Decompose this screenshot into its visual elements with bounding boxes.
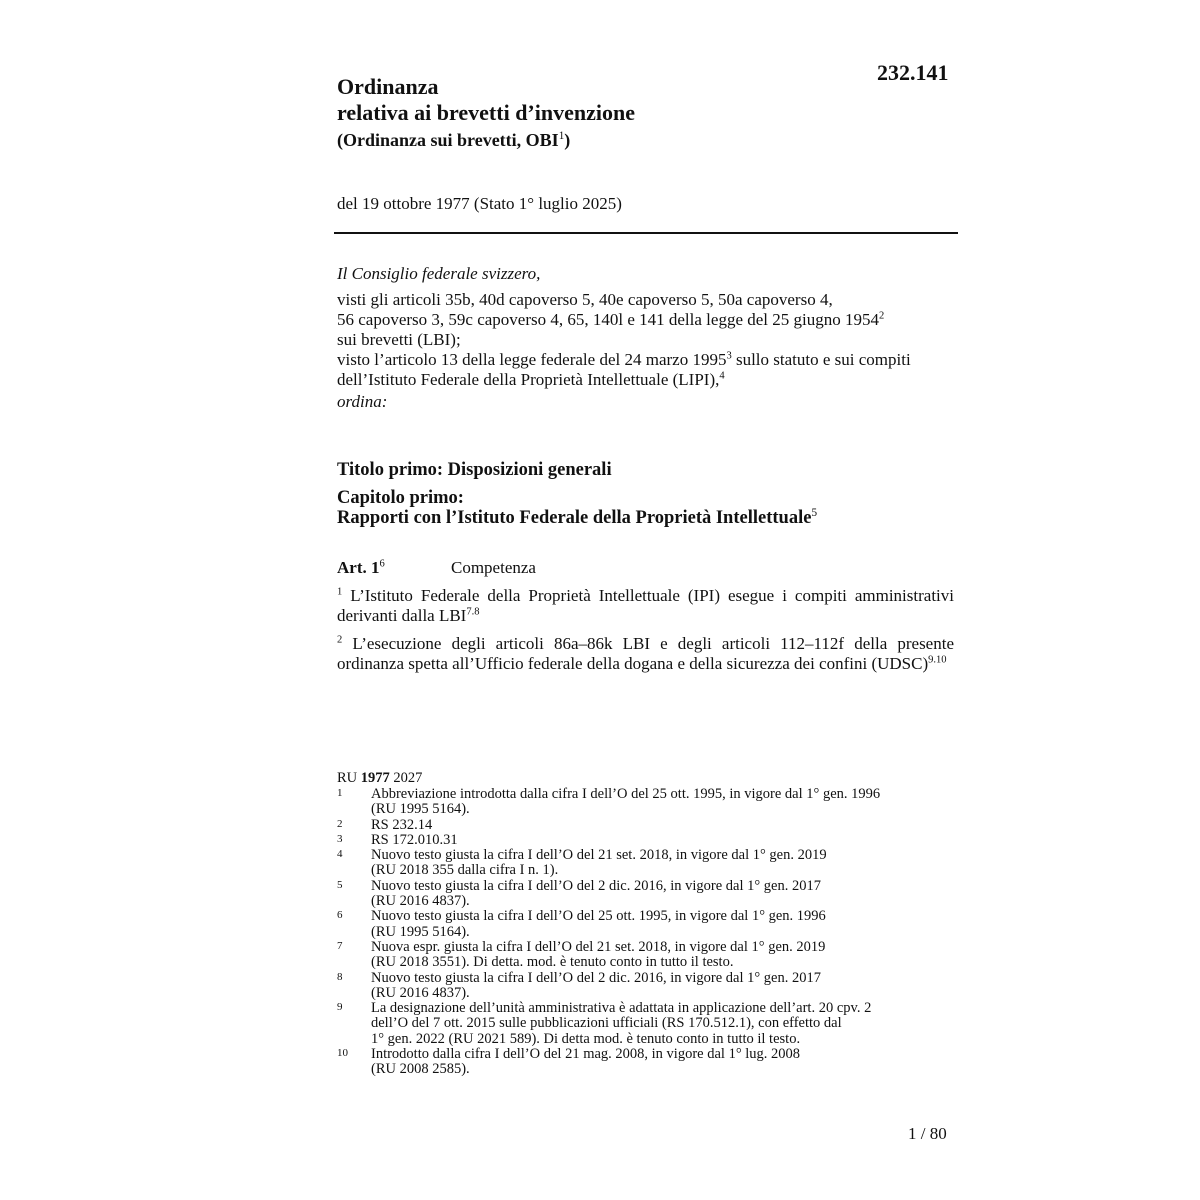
footnote-number: 4 [337,848,343,861]
footnote-item [337,1047,957,1078]
preamble [337,264,911,412]
footnote-text: Nuovo testo giusta la cifra I dell’O del 2 dic. 2016, in vigore dal 1° gen. 2017 (RU 2016 4837). [371,877,821,910]
title-line-1: Ordinanza [337,74,439,99]
footnote-ref[interactable]: 7.8 [466,606,480,618]
footnote-number: 3 [337,832,343,845]
preamble-line-text: sullo statuto e sui compiti [731,350,911,369]
article-paragraph [337,634,954,674]
footnote-number: 9 [337,1001,343,1014]
preamble-authority: Il Consiglio federale svizzero, [337,264,541,283]
footnote-number: 7 [337,939,343,952]
footnote-item [337,848,957,879]
footnote-item [337,787,957,818]
footnote-text: La designazione dell’unità amministrativa è adattata in applicazione dell’art. 20 cpv. 2 dell’O del 7 ott. 2015 sulle pubblicazioni ufficiali (RS 170.512.1), con effetto dal 1° gen. 2022 (RU 2021 589). Di detta mod. è tenuto conto in tutto il testo. [371,1000,872,1047]
footnote-number: 10 [337,1047,348,1060]
footnote-item [337,940,957,971]
footnote-item [337,1001,957,1047]
footnote-item [337,879,957,910]
paragraph-number: 2 [337,634,343,646]
footnote-text: RS 172.010.31 [371,831,458,848]
footnote-number: 1 [337,787,343,799]
section-title: Titolo primo: Disposizioni generali [337,460,612,480]
short-title [337,126,635,154]
footnote-text: Nuovo testo giusta la cifra I dell’O del 21 set. 2018, in vigore dal 1° gen. 2019 (RU 2018 355 dalla cifra I n. 1). [371,847,827,879]
document-title [337,74,635,154]
preamble-line-text: visto l’articolo 13 della legge federale del 24 marzo 1995 [337,350,727,369]
preamble-line [337,370,911,390]
footnote-item [337,909,957,940]
footnote-ref[interactable]: 3 [726,350,732,362]
preamble-line-text: 56 capoverso 3, 59c capoverso 4, 65, 140l e 141 della legge del 25 giugno 1954 [337,310,879,329]
footnote-ref[interactable]: 2 [878,310,885,322]
footnote-item [337,818,957,833]
article-paragraph [337,586,954,626]
document-number: 232.141 [877,60,949,85]
chapter-line-2-text: Rapporti con l’Istituto Federale della Proprietà Intellettuale [337,508,812,528]
page-number: 1 / 80 [908,1124,947,1143]
paragraph-text: L’Istituto Federale della Proprietà Intellettuale (IPI) esegue i compiti amministrativi derivanti dalla LBI [337,586,954,625]
preamble-line [337,350,911,370]
footnote-ref[interactable]: 1 [558,130,565,142]
footnote-text: Nuovo testo giusta la cifra I dell’O del 25 ott. 1995, in vigore dal 1° gen. 1996 (RU 1995 5164). [371,908,826,940]
footnote-number: 5 [337,878,343,891]
short-title-text: (Ordinanza sui brevetti, OBI [337,130,559,150]
preamble-line-text: dell’Istituto Federale della Proprietà Intellettuale (LIPI), [337,370,720,389]
ru-reference [337,770,957,787]
preamble-line [337,310,911,330]
preamble-line: visti gli articoli 35b, 40d capoverso 5, 40e capoverso 5, 50a capoverso 4, [337,290,833,309]
short-title-close: ) [564,130,571,150]
ru-year: 1977 [360,770,390,786]
title-line-2: relativa ai brevetti d’invenzione [337,100,635,125]
footnote-number: 8 [337,970,343,983]
article-number: Art. 1 [337,558,380,577]
footnotes [337,770,957,1078]
footnote-text: Nuovo testo giusta la cifra I dell’O del 2 dic. 2016, in vigore dal 1° gen. 2017 (RU 2016 4837). [371,969,821,1001]
ru-prefix: RU [337,770,361,786]
footnote-text: Introdotto dalla cifra I dell’O del 21 mag. 2008, in vigore dal 1° lug. 2008 (RU 2008 2585). [371,1046,801,1078]
paragraph-text: L’esecuzione degli articoli 86a–86k LBI e degli articoli 112–112f della presente ordinanza spetta all’Ufficio federale della dogana e della sicurezza dei confini (UDSC) [337,634,954,673]
footnote-ref[interactable]: 9.10 [928,654,947,666]
footnote-text: RS 232.14 [371,816,433,833]
footnote-ref[interactable]: 5 [811,506,818,519]
footnote-ref[interactable]: 6 [379,558,385,570]
footnote-text: Nuova espr. giusta la cifra I dell’O del 21 set. 2018, in vigore dal 1° gen. 2019 (RU 2018 3551). Di detta. mod. è tenuto conto in tutto il testo. [371,938,826,971]
footnote-item [337,971,957,1002]
footnote-text: Abbreviazione introdotta dalla cifra I dell’O del 25 ott. 1995, in vigore dal 1° gen. 1996 (RU 1995 5164). [371,786,881,818]
footnote-item [337,833,957,848]
ru-page: 2027 [389,770,423,786]
preamble-enactment: ordina: [337,392,388,411]
footnote-number: 2 [337,817,343,830]
chapter-line-2 [337,508,817,528]
paragraph-number: 1 [337,586,343,598]
article-heading [337,558,536,578]
chapter-title [337,488,817,528]
divider [334,232,958,234]
footnote-number: 6 [337,909,343,922]
article-title: Competenza [451,558,536,577]
document-date: del 19 ottobre 1977 (Stato 1° luglio 2025) [337,194,622,213]
footnote-list [337,787,957,1078]
preamble-line: sui brevetti (LBI); [337,330,461,349]
chapter-line-1: Capitolo primo: [337,488,464,508]
footnote-ref[interactable]: 4 [719,370,725,382]
